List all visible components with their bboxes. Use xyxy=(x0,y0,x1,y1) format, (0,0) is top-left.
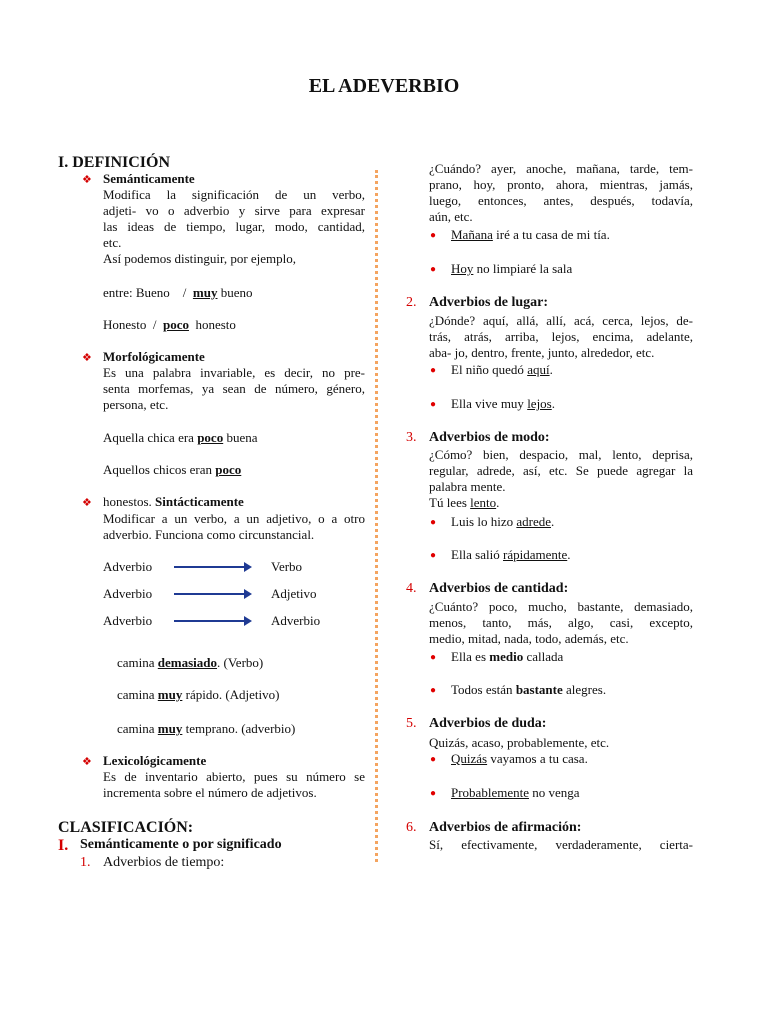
example-text: Ella salió xyxy=(451,547,500,562)
lexico-text xyxy=(103,769,365,801)
example-text: Luis lo hizo xyxy=(451,514,514,529)
example-text: . xyxy=(567,547,571,562)
example-line xyxy=(451,682,606,698)
text-line: adjeti- vo o adverbio y sirve para expresar xyxy=(103,203,365,218)
example-text: . xyxy=(551,396,555,411)
example-adverb: medio xyxy=(489,649,524,664)
diamond-bullet-icon: ❖ xyxy=(82,497,92,509)
time-adverbs-heading: Adverbios de tiempo: xyxy=(103,855,225,870)
syntactic-text xyxy=(103,511,365,543)
text-line: ¿Cuánto? poco, mucho, bastante, demasiado, xyxy=(429,599,693,614)
example-adverb: Probablemente xyxy=(451,785,529,800)
example-adverb: poco xyxy=(197,430,224,445)
semantic-text xyxy=(103,187,365,267)
bullet-icon: ● xyxy=(430,652,437,663)
example-line xyxy=(103,285,253,301)
morpho-text xyxy=(103,365,365,413)
text-line: aba- jo, dentro, frente, junto, alrededor, etc. xyxy=(429,345,655,360)
manner-adverbs-heading: Adverbios de modo: xyxy=(429,430,550,445)
example-line xyxy=(451,547,571,563)
text-line: persona, etc. xyxy=(103,397,169,412)
example-line xyxy=(451,227,610,243)
example-line xyxy=(117,655,263,671)
text-line: Así podemos distinguir, por ejemplo, xyxy=(103,251,297,266)
example-text: camina xyxy=(117,721,155,736)
example-adverb: muy xyxy=(192,285,218,300)
example-text: Tú lees xyxy=(429,495,467,510)
example-text: iré a tu casa de mi tía. xyxy=(496,227,610,242)
relation-to: Verbo xyxy=(271,559,303,574)
quantity-adverbs-text xyxy=(429,599,693,647)
example-text: camina xyxy=(117,655,155,670)
column-divider xyxy=(375,170,378,862)
example-line xyxy=(451,649,563,665)
text-line: ¿Dónde? aquí, allá, allí, acá, cerca, lejos, de- xyxy=(429,313,693,328)
list-number: 3. xyxy=(406,430,417,445)
example-line xyxy=(451,396,555,412)
classification-roman: I. xyxy=(58,837,69,854)
text-line: etc. xyxy=(103,235,122,250)
example-line xyxy=(451,362,553,378)
bullet-icon: ● xyxy=(430,685,437,696)
example-text: alegres. xyxy=(566,682,607,697)
example-line xyxy=(451,514,554,530)
syntactic-prefix: honestos. xyxy=(103,494,152,509)
example-adverb: demasiado xyxy=(157,655,218,670)
text-line: prano, hoy, pronto, ahora, mientras, jamás, xyxy=(429,177,693,192)
bullet-icon: ● xyxy=(430,754,437,765)
example-adverb: lejos xyxy=(527,396,552,411)
example-adverb: rápidamente xyxy=(503,547,568,562)
example-text: Aquellos chicos eran xyxy=(103,462,213,477)
arrow-right-icon xyxy=(174,620,250,622)
diamond-bullet-icon: ❖ xyxy=(82,352,92,364)
example-text: . xyxy=(551,514,555,529)
example-text: bueno xyxy=(220,285,253,300)
example-text: / xyxy=(152,317,157,332)
relation-from: Adverbio xyxy=(103,586,153,601)
bullet-icon: ● xyxy=(430,399,437,410)
diamond-bullet-icon: ❖ xyxy=(82,756,92,768)
example-text: Aquella chica era xyxy=(103,430,194,445)
bullet-icon: ● xyxy=(430,550,437,561)
syntactic-heading xyxy=(103,494,244,510)
example-line xyxy=(451,751,588,767)
diamond-bullet-icon: ❖ xyxy=(82,174,92,186)
text-line: medio, mitad, nada, todo, además, etc. xyxy=(429,631,629,646)
text-line: incrementa sobre el número de adjetivos. xyxy=(103,785,317,800)
document-title: EL ADEVERBIO xyxy=(308,75,460,97)
text-line: regular, adrede, así, etc. Se puede agregar la xyxy=(429,463,693,478)
text-line: Modificar a un verbo, a un adjetivo, o a otro xyxy=(103,511,365,526)
example-text: Honesto xyxy=(103,317,147,332)
example-text: . (Verbo) xyxy=(217,655,264,670)
relation-to: Adjetivo xyxy=(271,586,317,601)
example-text: Todos están xyxy=(451,682,513,697)
bullet-icon: ● xyxy=(430,365,437,376)
text-line: palabra mente. xyxy=(429,479,506,494)
text-line: menos, tanto, más, algo, casi, excepto, xyxy=(429,615,693,630)
example-text: El niño quedó xyxy=(451,362,524,377)
text-line: las ideas de tiempo, lugar, modo, cantidad, xyxy=(103,219,365,234)
example-line xyxy=(451,261,572,277)
affirmation-adverbs-text xyxy=(429,837,693,853)
example-text: buena xyxy=(226,430,258,445)
example-text: camina xyxy=(117,687,155,702)
relation-from: Adverbio xyxy=(103,559,153,574)
example-adverb: Mañana xyxy=(451,227,493,242)
example-adverb: aquí xyxy=(527,362,550,377)
text-line: luego, entonces, antes, después, todavía, xyxy=(429,193,693,208)
bullet-icon: ● xyxy=(430,788,437,799)
text-line: Sí, efectivamente, verdaderamente, cierta- xyxy=(429,837,693,852)
example-adverb: Quizás xyxy=(451,751,488,766)
text-line: aún, etc. xyxy=(429,209,473,224)
arrow-right-icon xyxy=(174,593,250,595)
quantity-adverbs-heading: Adverbios de cantidad: xyxy=(429,581,569,596)
example-text: vayamos a tu casa. xyxy=(490,751,588,766)
example-adverb: Hoy xyxy=(451,261,474,276)
example-text: entre: Bueno xyxy=(103,285,170,300)
arrow-right-icon xyxy=(174,566,250,568)
place-adverbs-heading: Adverbios de lugar: xyxy=(429,295,548,310)
classification-subheading: Semánticamente o por significado xyxy=(80,837,282,852)
example-adverb: poco xyxy=(215,462,242,477)
text-line: Es una palabra invariable, es decir, no pre- xyxy=(103,365,365,380)
text-line: ¿Cuándo? ayer, anoche, mañana, tarde, tem- xyxy=(429,161,693,176)
lexico-label: Lexicológicamente xyxy=(103,753,207,768)
example-line xyxy=(117,687,279,703)
example-text: . xyxy=(549,362,553,377)
example-text: honesto xyxy=(195,317,236,332)
example-text: no venga xyxy=(532,785,580,800)
manner-adverbs-text xyxy=(429,447,693,511)
text-line: adverbio. Funciona como circunstancial. xyxy=(103,527,315,542)
bullet-icon: ● xyxy=(430,264,437,275)
example-line xyxy=(103,462,241,478)
example-line xyxy=(117,721,295,737)
doubt-adverbs-heading: Adverbios de duda: xyxy=(429,716,547,731)
example-line xyxy=(103,430,258,446)
example-text: callada xyxy=(526,649,564,664)
example-text: no limpiaré la sala xyxy=(476,261,573,276)
list-number: 6. xyxy=(406,820,417,835)
bullet-icon: ● xyxy=(430,517,437,528)
example-adverb: muy xyxy=(157,687,183,702)
bullet-icon: ● xyxy=(430,230,437,241)
relation-to: Adverbio xyxy=(271,613,321,628)
semantic-label: Semánticamente xyxy=(103,171,195,186)
example-adverb: muy xyxy=(157,721,183,736)
example-text: / xyxy=(182,285,187,300)
example-line xyxy=(103,317,236,333)
text-line: senta morfemas, ya sean de número, género, xyxy=(103,381,365,396)
time-adverbs-text xyxy=(429,161,693,225)
example-text: . xyxy=(496,495,500,510)
classification-heading: CLASIFICACIÓN: xyxy=(58,819,194,836)
example-text: rápido. (Adjetivo) xyxy=(185,687,280,702)
text-line: Es de inventario abierto, pues su número se xyxy=(103,769,365,784)
list-number: 5. xyxy=(406,716,417,731)
doubt-adverbs-text: Quizás, acaso, probablemente, etc. xyxy=(429,735,610,750)
text-line: trás, atrás, arriba, lejos, encima, adelante, xyxy=(429,329,693,344)
relation-from: Adverbio xyxy=(103,613,153,628)
example-text: Ella es xyxy=(451,649,487,664)
example-adverb: lento xyxy=(470,495,497,510)
example-text: Ella vive muy xyxy=(451,396,524,411)
example-line xyxy=(429,495,693,511)
place-adverbs-text xyxy=(429,313,693,361)
example-text: temprano. (adverbio) xyxy=(185,721,296,736)
example-adverb: adrede xyxy=(516,514,551,529)
example-line xyxy=(451,785,580,801)
definition-heading: I. DEFINICIÓN xyxy=(58,154,171,171)
list-number: 4. xyxy=(406,581,417,596)
affirmation-adverbs-heading: Adverbios de afirmación: xyxy=(429,820,582,835)
list-number: 2. xyxy=(406,295,417,310)
text-line: Modifica la significación de un verbo, xyxy=(103,187,365,202)
text-line: ¿Cómo? bien, despacio, mal, lento, deprisa, xyxy=(429,447,693,462)
example-adverb: poco xyxy=(162,317,189,332)
list-number: 1. xyxy=(80,855,91,870)
morpho-label: Morfológicamente xyxy=(103,349,205,364)
example-adverb: bastante xyxy=(515,682,563,697)
syntactic-label: Sintácticamente xyxy=(155,494,244,509)
